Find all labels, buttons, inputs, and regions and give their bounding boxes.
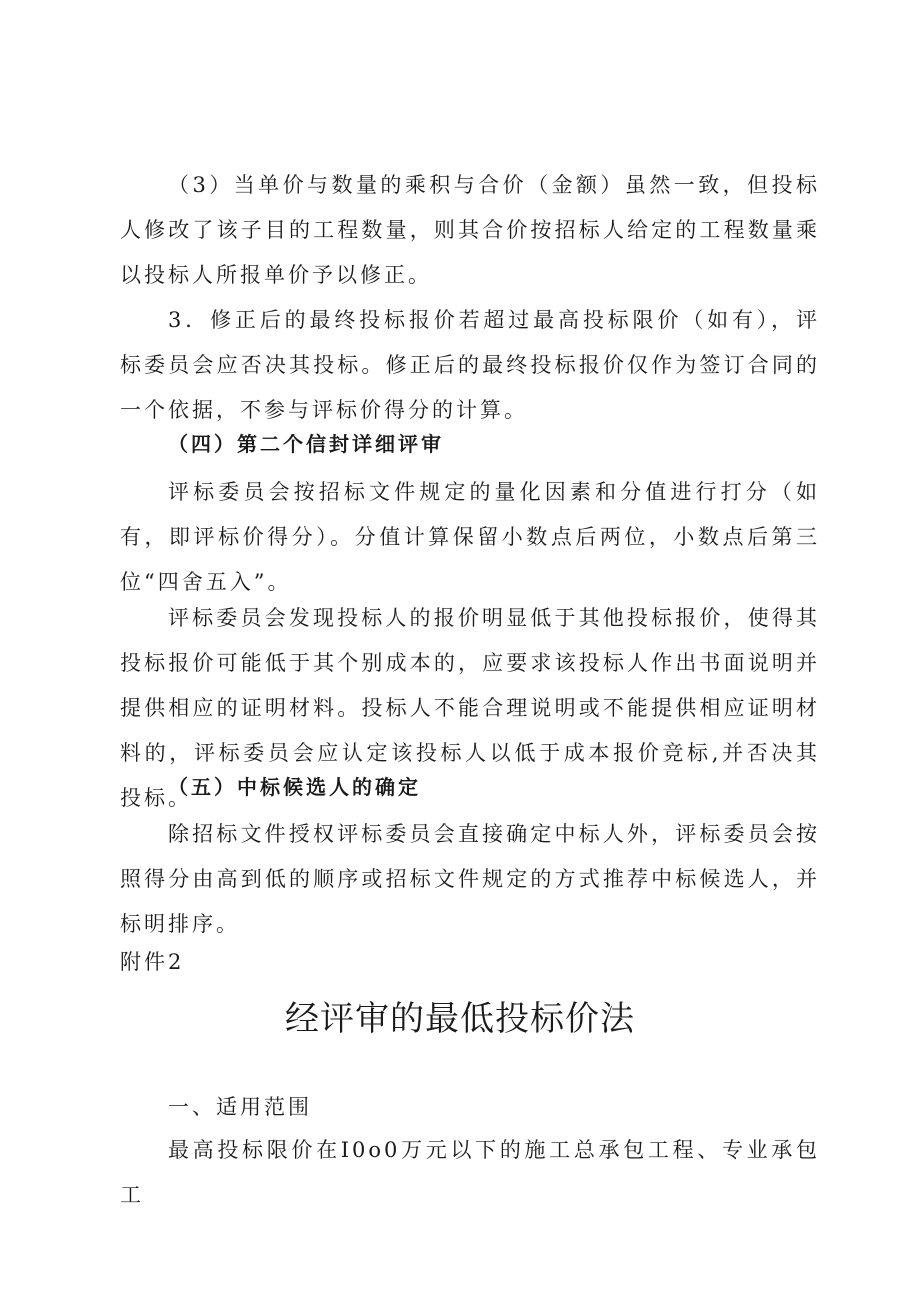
paragraph-unit-price-correction: （3）当单价与数量的乘积与合价（金额）虽然一致，但投标人修改了该子目的工程数量，则其合价按招标人给定的工程数量乘以投标人所报单价予以修正。 [120,173,820,287]
paragraph-max-bid-limit: 3．修正后的最终投标报价若超过最高投标限价（如有），评标委员会应否决其投标。修正后的最终投标报价仅作为签订合同的一个依据，不参与评标价得分的计算。 [120,308,820,422]
attachment-label: 附件2 [120,950,185,974]
paragraph-candidate-ranking: 除招标文件授权评标委员会直接确定中标人外，评标委员会按照得分由高到低的顺序或招标文件规定的方式推荐中标候选人，并标明排序。 [120,822,820,936]
heading-winning-candidates: （五）中标候选人的确定 [168,775,421,799]
paragraph-low-price-review: 评标委员会发现投标人的报价明显低于其他投标报价，使得其投标报价可能低于其个别成本的，应要求该投标人作出书面说明并提供相应的证明材料。投标人不能合理说明或不能提供相应证明材料的，评标委员会应认定该投标人以低于成本报价竞标,并否决其投标。 [120,606,820,810]
paragraph-scoring: 评标委员会按招标文件规定的量化因素和分值进行打分（如有，即评标价得分）。分值计算保留小数点后两位，小数点后第三位“四舍五入”。 [120,480,820,594]
paragraph-scope: 最高投标限价在I0o0万元以下的施工总承包工程、专业承包工 [120,1138,820,1207]
section-scope-heading: 一、适用范围 [168,1095,312,1119]
page-title: 经评审的最低投标价法 [285,999,635,1039]
heading-second-envelope-review: （四）第二个信封详细评审 [168,432,444,456]
